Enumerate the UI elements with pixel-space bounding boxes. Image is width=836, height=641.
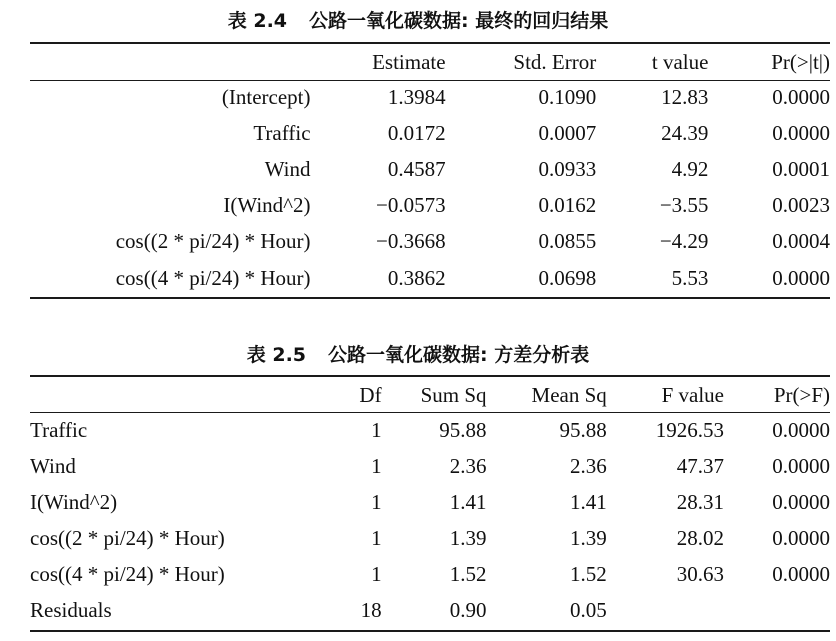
value-cell: 0.0023 — [772, 193, 830, 218]
table-row — [30, 115, 830, 151]
value-cell: 0.0000 — [772, 453, 830, 478]
term-cell: cos((4 * pi/24) * Hour) — [115, 265, 311, 290]
table2-bottom-rule — [30, 630, 830, 632]
header-cell: Estimate — [372, 49, 446, 74]
term-cell: Wind — [264, 156, 311, 181]
anova-table — [30, 378, 830, 628]
table-row — [30, 151, 830, 187]
term-cell: Traffic — [30, 417, 88, 442]
value-cell: 4.92 — [671, 156, 709, 181]
value-cell: 1.39 — [570, 525, 607, 550]
table-row — [30, 448, 830, 484]
value-cell: 95.88 — [559, 417, 607, 442]
value-cell: 0.1090 — [538, 84, 597, 109]
value-cell: 5.53 — [671, 265, 709, 290]
value-cell: 1 — [371, 561, 382, 586]
value-cell: 30.63 — [676, 561, 724, 586]
term-cell: I(Wind^2) — [223, 193, 311, 218]
header-cell — [30, 45, 311, 79]
table2-caption — [0, 340, 836, 367]
value-cell: 0.0000 — [772, 84, 830, 109]
value-cell: 0.0162 — [538, 193, 597, 218]
value-cell: 28.02 — [676, 525, 724, 550]
table1-top-rule — [30, 42, 830, 44]
header-cell: Mean Sq — [531, 382, 607, 407]
term-cell: I(Wind^2) — [30, 489, 118, 514]
value-cell: 1.41 — [570, 489, 607, 514]
term-cell: Residuals — [30, 597, 112, 622]
header-cell: Sum Sq — [420, 382, 487, 407]
value-cell: 0.0007 — [538, 120, 597, 145]
header-cell: Df — [359, 382, 382, 407]
table-row — [30, 556, 830, 592]
value-cell — [607, 592, 724, 628]
value-cell: 47.37 — [676, 453, 724, 478]
value-cell: −3.55 — [659, 193, 709, 218]
table-row — [30, 520, 830, 556]
table-row — [30, 260, 830, 296]
term-cell: Wind — [30, 453, 76, 478]
value-cell: 1.3984 — [387, 84, 446, 109]
value-cell: 0.0004 — [772, 229, 830, 254]
table1-caption-text: 公路一氧化碳数据: 最终的回归结果 — [309, 10, 609, 32]
value-cell: −0.3668 — [375, 229, 446, 254]
value-cell: 1.41 — [449, 489, 487, 514]
value-cell — [724, 592, 830, 628]
table-row — [30, 224, 830, 260]
value-cell: 12.83 — [661, 84, 709, 109]
table1-caption-number: 表 2.4 — [227, 10, 288, 32]
value-cell: −0.0573 — [375, 193, 446, 218]
value-cell: 18 — [360, 597, 382, 622]
value-cell: 0.0855 — [538, 229, 597, 254]
term-cell: cos((2 * pi/24) * Hour) — [115, 229, 311, 254]
term-cell: Traffic — [253, 120, 311, 145]
value-cell: 0.0698 — [538, 265, 597, 290]
value-cell: 0.0000 — [772, 561, 830, 586]
regression-results-table — [30, 45, 830, 296]
value-cell: 1 — [371, 489, 382, 514]
header-cell: t value — [651, 49, 709, 74]
table-row — [30, 79, 830, 115]
value-cell: 1 — [371, 453, 382, 478]
value-cell: 0.0000 — [772, 489, 830, 514]
value-cell: 2.36 — [449, 453, 487, 478]
value-cell: 0.05 — [570, 597, 607, 622]
value-cell: 0.0000 — [772, 120, 830, 145]
value-cell: 0.0000 — [772, 417, 830, 442]
value-cell: 0.0000 — [772, 265, 830, 290]
value-cell: 1 — [371, 417, 382, 442]
table2-top-rule — [30, 375, 830, 377]
value-cell: 1.39 — [449, 525, 487, 550]
table2-caption-number: 表 2.5 — [246, 344, 307, 366]
value-cell: 24.39 — [661, 120, 709, 145]
value-cell: 0.0933 — [538, 156, 597, 181]
value-cell: 1.52 — [449, 561, 487, 586]
value-cell: 0.0001 — [772, 156, 830, 181]
term-cell: cos((4 * pi/24) * Hour) — [30, 561, 225, 586]
table-header-row — [30, 378, 830, 412]
value-cell: 0.3862 — [387, 265, 446, 290]
table1-bottom-rule — [30, 297, 830, 299]
value-cell: 1 — [371, 525, 382, 550]
value-cell: 1.52 — [570, 561, 607, 586]
value-cell: 0.0000 — [772, 525, 830, 550]
term-cell: (Intercept) — [221, 84, 311, 109]
table-row — [30, 412, 830, 448]
value-cell: 2.36 — [570, 453, 607, 478]
table-row — [30, 188, 830, 224]
header-cell — [30, 378, 320, 412]
value-cell: 0.4587 — [387, 156, 446, 181]
value-cell: 28.31 — [676, 489, 724, 514]
term-cell: cos((2 * pi/24) * Hour) — [30, 525, 225, 550]
header-cell: Std. Error — [513, 49, 597, 74]
value-cell: 95.88 — [439, 417, 487, 442]
table2-caption-text: 公路一氧化碳数据: 方差分析表 — [328, 344, 590, 366]
value-cell: 0.0172 — [387, 120, 446, 145]
value-cell: 0.90 — [449, 597, 487, 622]
value-cell: −4.29 — [659, 229, 709, 254]
header-cell: Pr(>F) — [773, 382, 830, 407]
value-cell: 1926.53 — [655, 417, 724, 442]
table-row — [30, 592, 830, 628]
table1-caption — [0, 6, 836, 33]
table-header-row — [30, 45, 830, 79]
table-row — [30, 484, 830, 520]
header-cell: Pr(>|t|) — [771, 49, 830, 74]
header-cell: F value — [661, 382, 724, 407]
